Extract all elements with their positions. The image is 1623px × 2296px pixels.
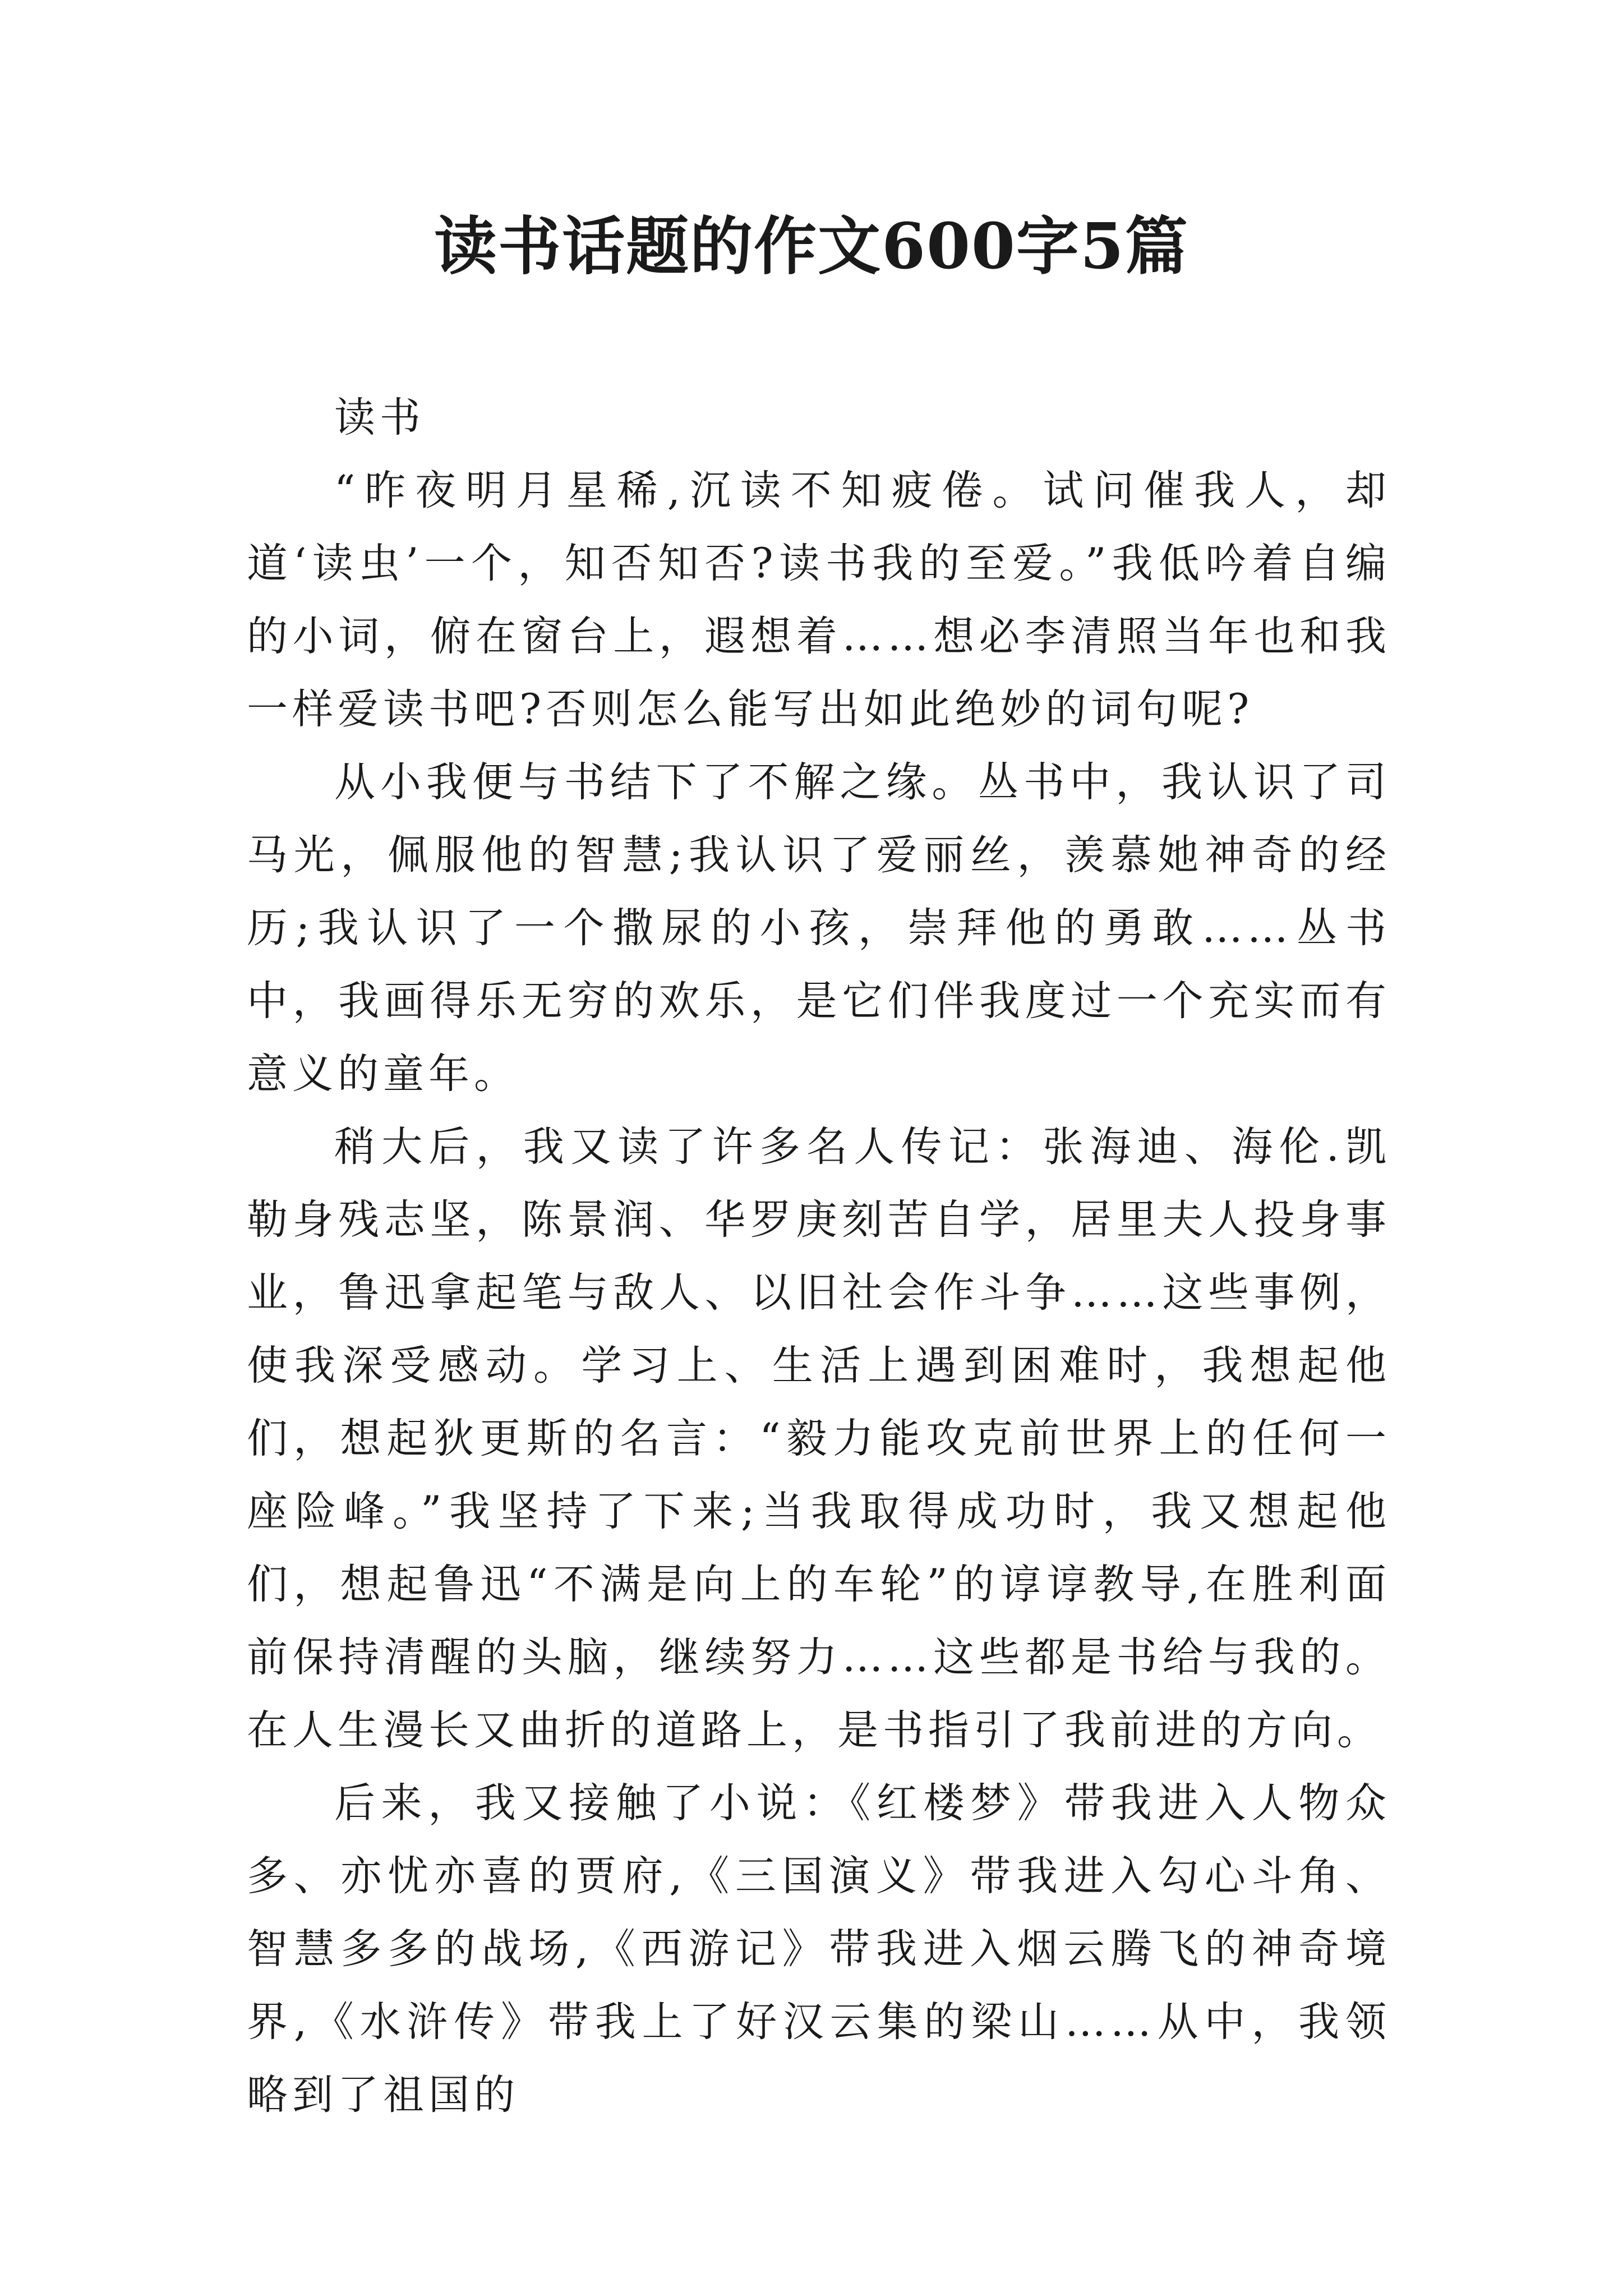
paragraph: 稍大后，我又读了许多名人传记：张海迪、海伦.凯勒身残志坚，陈景润、华罗庚刻苦自学，居里夫人投身事业，鲁迅拿起笔与敌人、以旧社会作斗争……这些事例，使我深受感动。学习上、生活上遇到困难时，我想起他们，想起狄更斯的名言：“毅力能攻克前世界上的任何一座险峰。”我坚持了下来;当我取得成功时，我又想起他们，想起鲁迅“不满是向上的车轮”的谆谆教导,在胜利面前保持清醒的头脑，继续努力……这些都是书给与我的。在人生漫长又曲折的道路上，是书指引了我前进的方向。	[247, 1123, 1391, 1754]
section-heading: 读书	[334, 394, 425, 441]
paragraph: 从小我便与书结下了不解之缘。丛书中，我认识了司马光，佩服他的智慧;我认识了爱丽丝，羡慕她神奇的经历;我认识了一个撒尿的小孩，崇拜他的勇敢……丛书中，我画得乐无穷的欢乐，是它们伴我度过一个充实而有意义的童年。	[247, 758, 1391, 1098]
paragraph: 后来，我又接触了小说：《红楼梦》带我进入人物众多、亦忧亦喜的贾府,《三国演义》带我进入勾心斗角、智慧多多的战场,《西游记》带我进入烟云腾飞的神奇境界,《水浒传》带我上了好汉云集的梁山……从中，我领略到了祖国的	[247, 1779, 1391, 2119]
document-title: 读书话题的作文600字5篇	[434, 210, 1189, 283]
paragraph: “昨夜明月星稀,沉读不知疲倦。试问催我人，却道‘读虫’一个，知否知否?读书我的至爱。”我低吟着自编的小词，俯在窗台上，遐想着……想必李清照当年也和我一样爱读书吧?否则怎么能写出如此绝妙的词句呢?	[247, 467, 1391, 733]
document-body	[247, 381, 1391, 2132]
